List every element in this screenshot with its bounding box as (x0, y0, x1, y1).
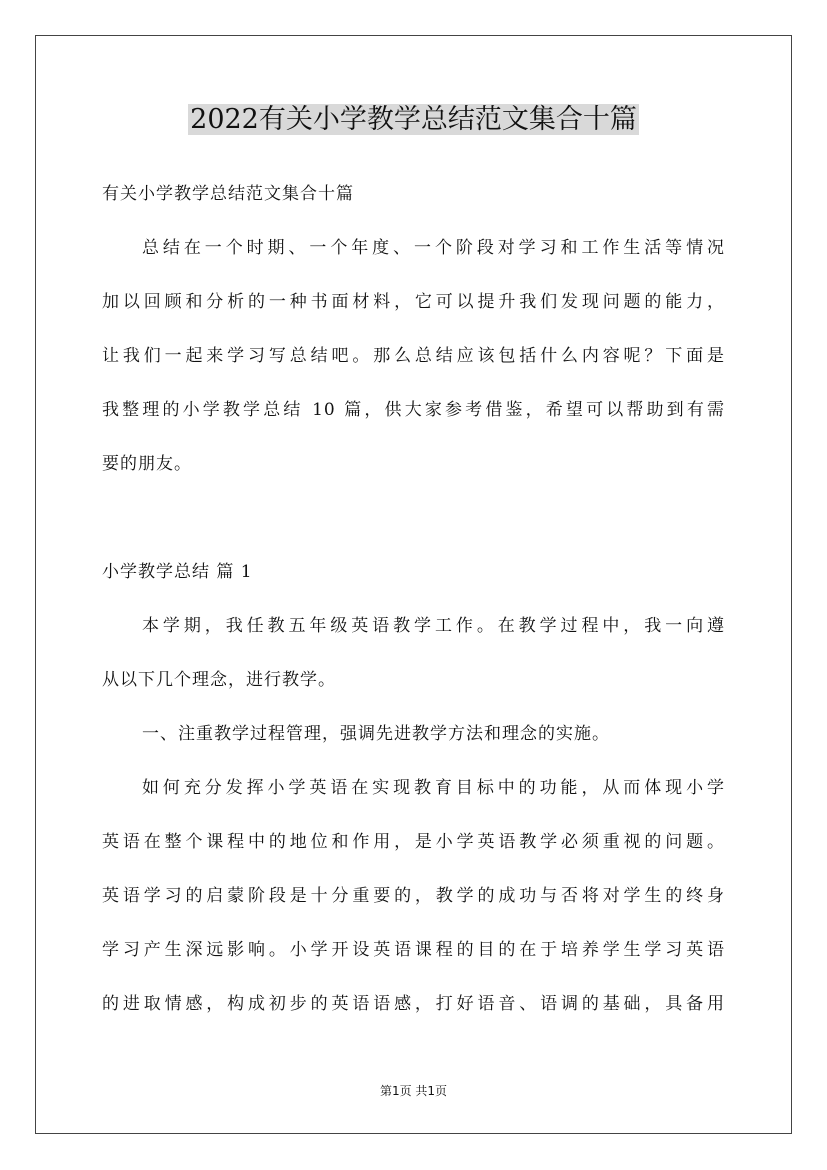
document-title (0, 100, 827, 140)
intro-line: 让我们一起来学习写总结吧。那么总结应该包括什么内容呢？下面是 (102, 346, 725, 366)
intro-line: 我整理的小学教学总结 10 篇，供大家参考借鉴，希望可以帮助到有需 (102, 400, 725, 420)
body-line: 英语在整个课程中的地位和作用，是小学英语教学必须重视的问题。 (102, 832, 725, 852)
document-subtitle: 有关小学教学总结范文集合十篇 (102, 184, 354, 204)
intro-line: 要的朋友。 (102, 454, 192, 474)
body-line: 从以下几个理念，进行教学。 (102, 670, 336, 690)
document-title-text: 2022有关小学教学总结范文集合十篇 (190, 104, 637, 135)
page-footer (0, 1083, 827, 1099)
intro-line: 加以回顾和分析的一种书面材料，它可以提升我们发现问题的能力， (102, 292, 725, 312)
body-line: 本学期，我任教五年级英语教学工作。在教学过程中，我一向遵 (142, 616, 725, 636)
intro-line: 总结在一个时期、一个年度、一个阶段对学习和工作生活等情况 (142, 238, 725, 258)
body-line: 如何充分发挥小学英语在实现教育目标中的功能，从而体现小学 (142, 778, 725, 798)
body-line: 的进取情感，构成初步的英语语感，打好语音、语调的基础，具备用 (102, 994, 725, 1014)
page-number: 第1页 共1页 (379, 1084, 448, 1098)
body-line: 学习产生深远影响。小学开设英语课程的目的在于培养学生学习英语 (102, 940, 725, 960)
body-line: 英语学习的启蒙阶段是十分重要的，教学的成功与否将对学生的终身 (102, 886, 725, 906)
section-heading: 小学教学总结 篇 1 (102, 562, 253, 582)
body-line: 一、注重教学过程管理，强调先进教学方法和理念的实施。 (142, 724, 610, 744)
